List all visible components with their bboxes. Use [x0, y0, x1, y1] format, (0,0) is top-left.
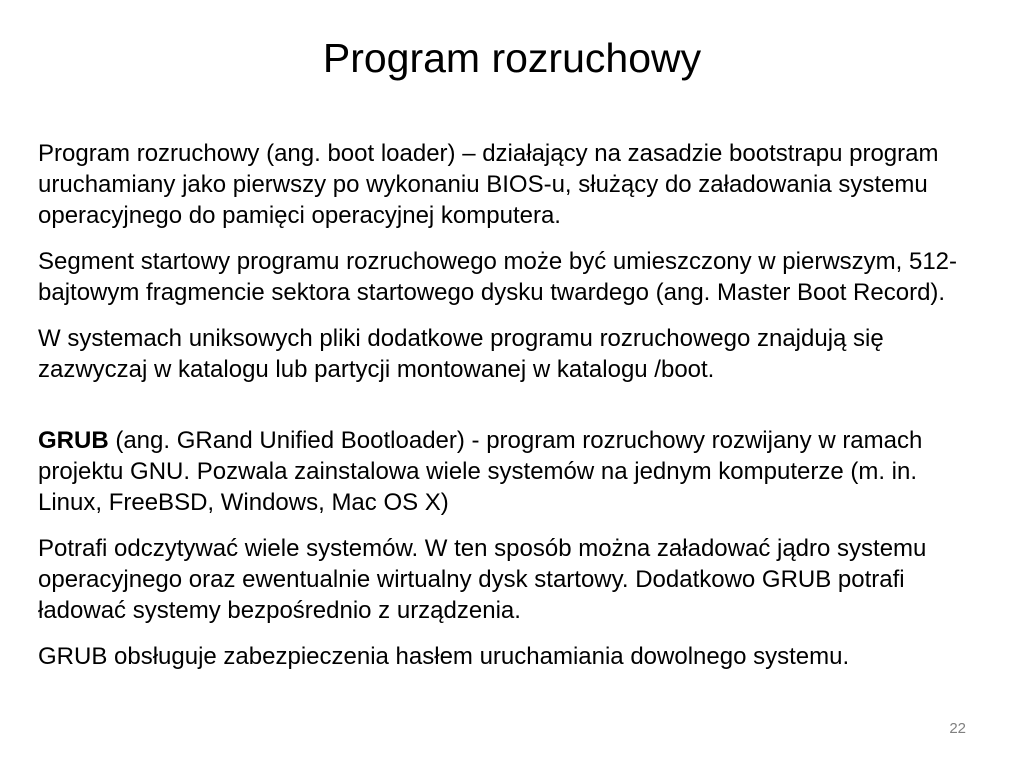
paragraph-boot-segment — [38, 246, 986, 308]
paragraph-grub-capabilities — [38, 533, 986, 626]
paragraph-text: GRUB obsługuje zabezpieczenia hasłem uruchamiania dowolnego systemu. — [38, 643, 850, 670]
paragraph-grub-definition — [38, 425, 986, 518]
slide-title: Program rozruchowy — [322, 35, 702, 81]
paragraph-boot-loader-definition — [38, 138, 986, 231]
paragraph-text: (ang. GRand Unified Bootloader) - program rozruchowy rozwijany w ramach projektu GNU. Pozwala zainstalowa wiele systemów na jednym komputerze (m. in. Linux, FreeBSD, Windows, Mac OS X) — [38, 427, 923, 516]
paragraph-text: Potrafi odczytywać wiele systemów. W ten sposób można załadować jądro systemu operacyjnego oraz ewentualnie wirtualny dysk startowy. Dodatkowo GRUB potrafi ładować systemy bezpośrednio z urządzenia. — [38, 535, 927, 624]
slide-body — [38, 138, 986, 672]
paragraph-text: Segment startowy programu rozruchowego może być umieszczony w pierwszym, 512-bajtowym fragmencie sektora startowego dysku twardego (ang. Master Boot Record). — [38, 248, 958, 306]
paragraph-unix-boot-directory — [38, 323, 986, 385]
paragraph-bold-lead: GRUB — [38, 427, 109, 454]
paragraph-grub-password — [38, 641, 986, 672]
paragraph-text: W systemach uniksowych pliki dodatkowe programu rozruchowego znajdują się zazwyczaj w katalogu lub partycji montowanej w katalogu /boot. — [38, 325, 884, 383]
page-number: 22 — [949, 720, 966, 737]
paragraph-text: Program rozruchowy (ang. boot loader) – działający na zasadzie bootstrapu program uruchamiany jako pierwszy po wykonaniu BIOS-u, służący do załadowania systemu operacyjnego do pamięci operacyjnej komputera. — [38, 140, 939, 229]
